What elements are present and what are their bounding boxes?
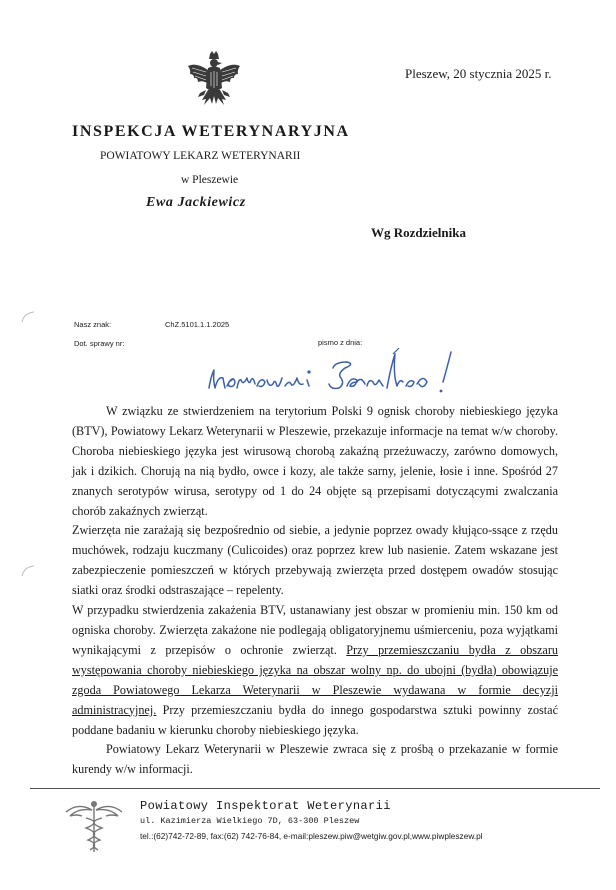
paragraph-disease-info: W związku ze stwierdzeniem na terytorium Polski 9 ognisk choroby niebieskiego języka (BTV), Powiatowy Lekarz Weterynarii w Pleszewie, przekazuje informacje na temat w/w choroby. Choroba niebieskiego języka jest wirusową chorobą zakaźną przeżuwaczy, zarówno domowych, jak i dzikich. Chorują na nią bydło, owce i kozy, ale także sarny, jelenie, łosie i inne. Spośród 27 znanych serotypów wirusa, serotypy od 1 do 24 objęte są przepisami dotyczącymi zwalczania chorób zakaźnych zwierząt.	[72, 404, 558, 518]
institution-city: w Pleszewie	[181, 174, 239, 186]
letter-date-label: pismo z dnia:	[318, 338, 363, 347]
paragraph-zone-rules	[72, 601, 558, 740]
zone-rules-tail: Przy przemieszczaniu bydła do innego gospodarstwa sztuki powinny zostać poddane badaniu w kierunku choroby niebieskiego języka.	[72, 702, 558, 737]
official-name: Ewa Jackiewicz	[146, 195, 246, 210]
caduceus-icon	[60, 796, 128, 856]
letter-body	[72, 402, 558, 780]
place-date: Pleszew, 20 stycznia 2025 r.	[405, 66, 552, 81]
zone-rules-text: W przypadku stwierdzenia zakażenia BTV, ustanawiany jest obszar w promieniu min. 150 km od ogniska choroby. Zwierzęta zakażone nie podlegają obligatoryjnemu uśmierceniu, poza wyjątkami wynikającymi z przepisów o ochronie zwierząt.	[72, 603, 558, 657]
institution-subtitle: POWIATOWY LEKARZ WETERYNARII	[100, 150, 301, 162]
paragraph-request: Powiatowy Lekarz Weterynarii w Pleszewie zwraca się z prośbą o przekazanie w formie kurendy w/w informacji.	[72, 742, 558, 777]
our-reference-label: Nasz znak:	[74, 320, 112, 329]
paragraph-transmission: Zwierzęta nie zarażają się bezpośrednio od siebie, a jedynie poprzez owady kłująco-ssące z rzędu muchówek, rodzaju kuczmany (Culicoides) oraz poprzez krew lub nasienie. Zatem wskazane jest zabezpieczenie pomieszczeń w których przebywają zwierzęta przed dostępem owadów stosując siatki oraz środki odstraszające – repelenty.	[72, 523, 558, 598]
footer-contact: tel.:(62)742-72-89, fax:(62) 742-76-84, e-mail:pleszew.piw@wetgiw.gov.pl,www.piwpleszew.pl	[140, 831, 483, 841]
polish-eagle-icon	[186, 50, 242, 112]
institution-title: INSPEKCJA WETERYNARYJNA	[72, 123, 350, 140]
binder-mark-icon	[20, 310, 42, 324]
footer-institution-name: Powiatowy Inspektorat Weterynarii	[140, 799, 391, 813]
handwritten-greeting	[205, 348, 467, 400]
recipient: Wg Rozdzielnika	[371, 225, 466, 240]
zone-rules-underlined: Przy przemieszczaniu bydła z obszaru występowania choroby niebieskiego języka na obszar wolny np. do ubojni (bydła) obowiązuje zgoda Powiatowego Lekarza Weterynarii w Pleszewie wydawana w formie decyzji administracyjnej.	[72, 642, 558, 717]
binder-mark-icon	[20, 564, 42, 578]
our-reference-value: ChZ.5101.1.1.2025	[165, 320, 230, 329]
case-number-label: Dot. sprawy nr:	[74, 339, 125, 348]
footer-address: ul. Kazimierza Wielkiego 7D, 63-300 Pleszew	[140, 816, 360, 826]
footer-divider	[30, 788, 600, 789]
